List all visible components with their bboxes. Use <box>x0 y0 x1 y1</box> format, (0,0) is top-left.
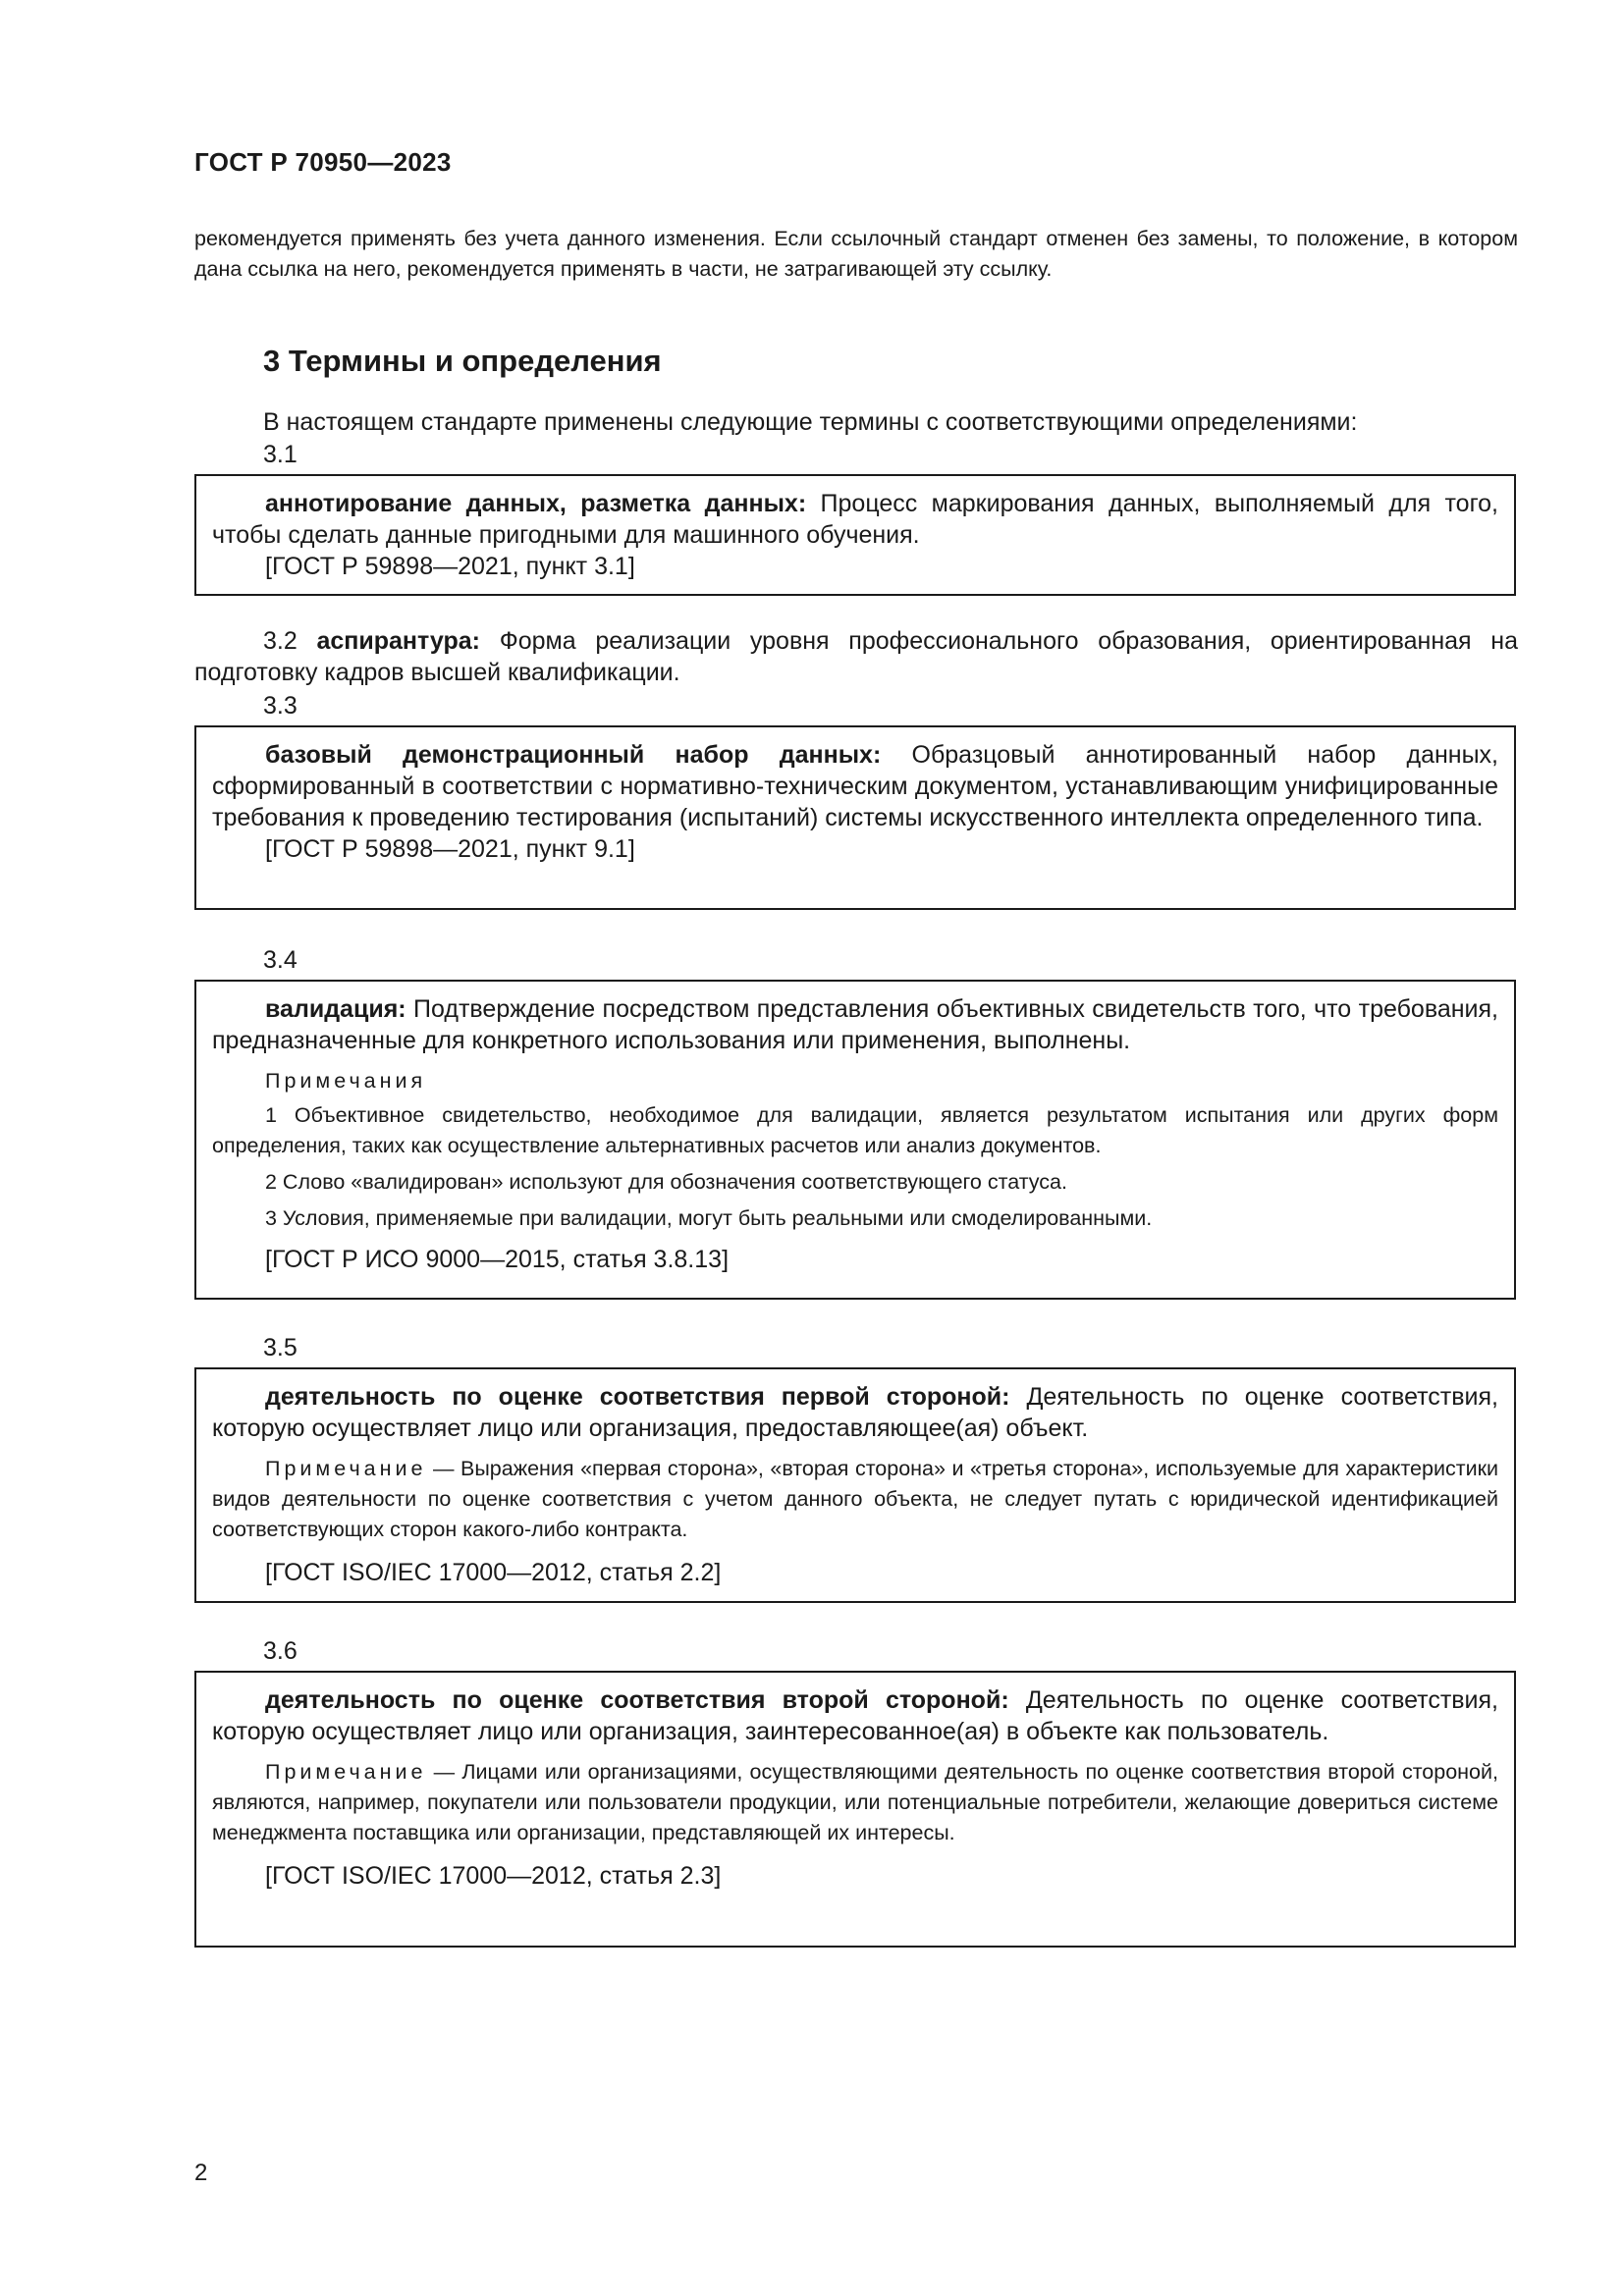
note-text: — Лицами или организациями, осуществляющими деятельность по оценке соответствия второй стороной, являются, например, покупатели или пользователи продукции, или потенциальные потребители, желающие довериться системе менеджмента поставщика или организации, представляющей их интересы. <box>212 1760 1498 1844</box>
term-definition-3-5 <box>212 1381 1498 1444</box>
note-2: 2 Слово «валидирован» используют для обозначения соответствующего статуса. <box>265 1170 1067 1194</box>
term-number-3-5: 3.5 <box>263 1334 298 1362</box>
term-name: валидация: <box>265 995 406 1023</box>
term-note <box>212 1454 1498 1545</box>
term-number-3-1: 3.1 <box>263 441 298 468</box>
page-number: 2 <box>194 2160 208 2186</box>
note-label: Примечание <box>265 1457 427 1480</box>
term-source: [ГОСТ Р 59898—2021, пункт 3.1] <box>265 553 635 580</box>
note-3: 3 Условия, применяемые при валидации, могут быть реальными или смоделированными. <box>265 1206 1153 1230</box>
note-text: — Выражения «первая сторона», «вторая сторона» и «третья сторона», используемые для характеристики видов деятельности по оценке соответствия с учетом данного объекта, не следует путать с юридической идентификацией соответствующих сторон какого-либо контракта. <box>212 1457 1498 1541</box>
term-box-3-6 <box>194 1671 1516 1948</box>
section-title: 3 Термины и определения <box>263 344 662 378</box>
term-note <box>212 1757 1498 1848</box>
term-definition-3-3 <box>212 739 1498 833</box>
term-text: Деятельность по оценке соответствия, которую осуществляет лицо или организация, предоставляющее(ая) объект. <box>212 1383 1498 1442</box>
term-name: деятельность по оценке соответствия второй стороной: <box>265 1686 1009 1714</box>
notes-heading: Примечания <box>265 1069 427 1093</box>
note-label: Примечание <box>265 1760 427 1784</box>
term-text: Подтверждение посредством представления объективных свидетельств того, что требования, предназначенные для конкретного использования или применения, выполнены. <box>212 995 1498 1054</box>
term-definition-3-6 <box>212 1684 1498 1747</box>
document-header: ГОСТ Р 70950—2023 <box>194 147 452 177</box>
term-source: [ГОСТ ISO/IEC 17000—2012, статья 2.3] <box>265 1862 722 1890</box>
term-box-3-1 <box>194 474 1516 596</box>
term-text: Деятельность по оценке соответствия, которую осуществляет лицо или организация, заинтересованное(ая) в объекте как пользователь. <box>212 1686 1499 1745</box>
term-box-3-5 <box>194 1367 1516 1603</box>
term-text: Образцовый аннотированный набор данных, сформированный в соответствии с нормативно-техническим документом, устанавливающим унифицированные требования к проведению тестирования (испытаний) системы искусственного интеллекта определенного типа. <box>212 741 1499 831</box>
term-box-3-4 <box>194 980 1516 1300</box>
term-source: [ГОСТ Р ИСО 9000—2015, статья 3.8.13] <box>265 1246 730 1273</box>
note-1: 1 Объективное свидетельство, необходимое для валидации, является результатом испытания или других форм определения, таких как осуществление альтернативных расчетов или анализ документов. <box>212 1103 1498 1157</box>
section-lead: В настоящем стандарте применены следующие термины с соответствующими определениями: <box>263 408 1358 436</box>
term-paragraph-3-2 <box>194 625 1518 688</box>
term-box-3-3 <box>194 725 1516 910</box>
term-definition-3-4 <box>212 993 1498 1056</box>
term-source: [ГОСТ Р 59898—2021, пункт 9.1] <box>265 835 635 863</box>
term-text: Форма реализации уровня профессионального образования, ориентированная на подготовку кадров высшей квалификации. <box>194 627 1518 686</box>
term-number-3-3: 3.3 <box>263 692 298 720</box>
term-source: [ГОСТ ISO/IEC 17000—2012, статья 2.2] <box>265 1559 722 1586</box>
term-definition-3-1 <box>212 488 1498 551</box>
term-number-3-6: 3.6 <box>263 1637 298 1665</box>
term-number-3-4: 3.4 <box>263 946 298 974</box>
term-name: аспирантура: <box>316 627 480 655</box>
intro-paragraph: рекомендуется применять без учета данного изменения. Если ссылочный стандарт отменен без замены, то положение, в котором дана ссылка на него, рекомендуется применять в части, не затрагивающей эту ссылку. <box>194 227 1518 281</box>
term-name: базовый демонстрационный набор данных: <box>265 741 882 769</box>
term-number: 3.2 <box>263 627 298 655</box>
term-name: аннотирование данных, разметка данных: <box>265 490 807 517</box>
term-text: Процесс маркирования данных, выполняемый для того, чтобы сделать данные пригодными для машинного обучения. <box>212 490 1498 549</box>
term-name: деятельность по оценке соответствия первой стороной: <box>265 1383 1010 1411</box>
